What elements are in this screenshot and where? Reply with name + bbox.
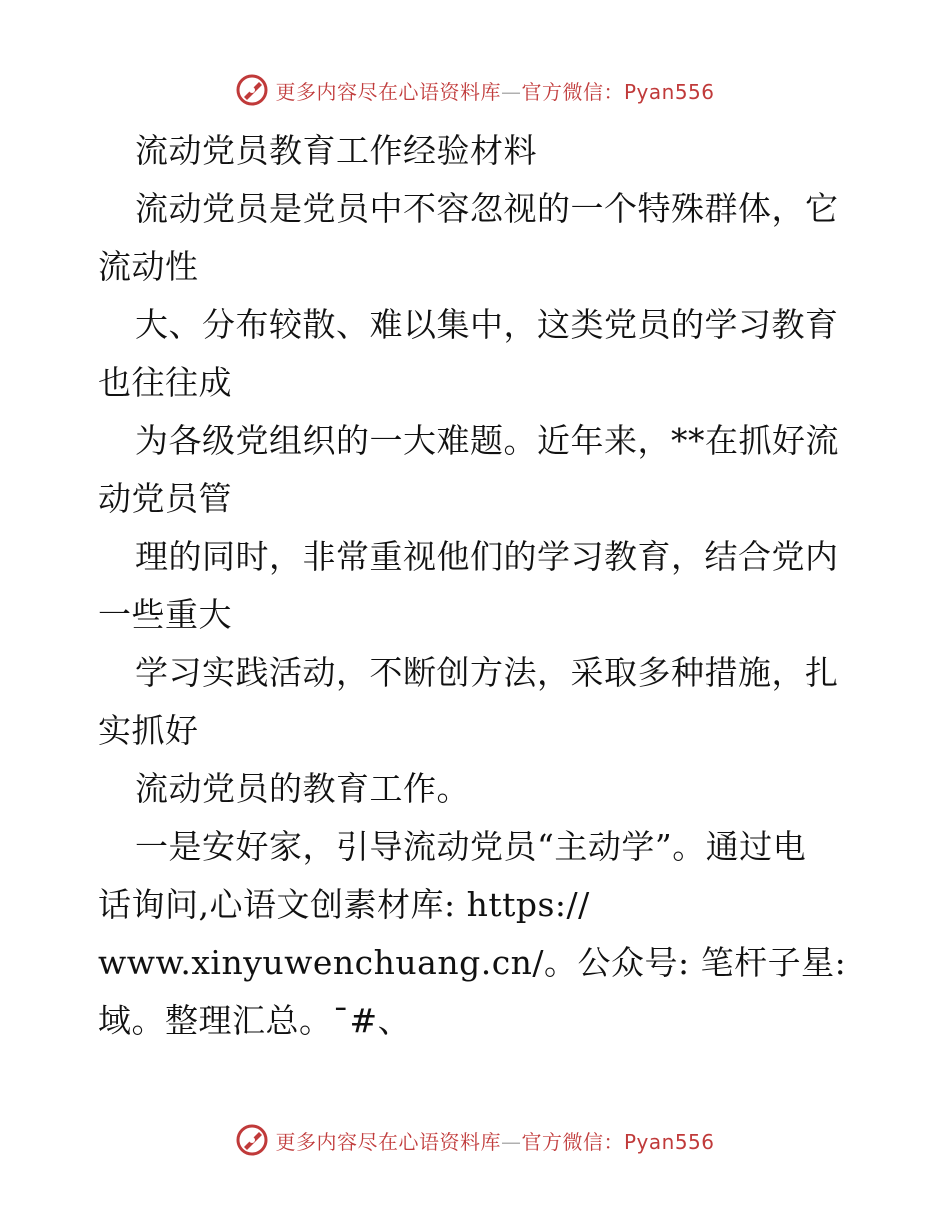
banner-wechat-id: Pyan556: [623, 1129, 715, 1154]
paragraph-line: 流动性: [98, 247, 199, 286]
pen-logo-icon: [235, 1123, 269, 1157]
banner-text: [275, 1126, 714, 1155]
paragraph-line: www.xinyuwenchuang.cn/。公众号: 笔杆子星:: [98, 943, 847, 982]
banner-text: [275, 76, 714, 105]
paragraph-line: 动党员管: [98, 479, 232, 518]
banner-separator: —: [500, 79, 522, 104]
footer-banner: [0, 1120, 950, 1160]
paragraph-line: 一些重大: [98, 595, 232, 634]
document-body: [98, 122, 858, 1050]
paragraph-line: 也往往成: [98, 363, 232, 402]
banner-site-name: 更多内容尽在心语资料库: [275, 1129, 501, 1154]
header-banner: [0, 70, 950, 110]
paragraph-line: 流动党员是党员中不容忽视的一个特殊群体，它: [135, 189, 839, 228]
pen-logo-icon: [235, 73, 269, 107]
paragraph-line: 学习实践活动，不断创方法，采取多种措施，扎: [135, 653, 839, 692]
document-title: 流动党员教育工作经验材料: [135, 131, 537, 170]
paragraph-line: 实抓好: [98, 711, 199, 750]
banner-separator: —: [500, 1129, 522, 1154]
paragraph-line: 域。整理汇总。¯#、: [98, 1001, 412, 1040]
paragraph-line: 为各级党组织的一大难题。近年来，**在抓好流: [135, 421, 839, 460]
paragraph-line: 一是安好家，引导流动党员“主动学”。通过电: [135, 827, 807, 866]
paragraph-line: 流动党员的教育工作。: [135, 769, 470, 808]
paragraph-line: 理的同时，非常重视他们的学习教育，结合党内: [135, 537, 839, 576]
banner-wechat-label: 官方微信：: [521, 79, 624, 104]
banner-wechat-id: Pyan556: [623, 79, 715, 104]
paragraph-line: 话询问,心语文创素材库: https://: [98, 885, 590, 924]
banner-wechat-label: 官方微信：: [521, 1129, 624, 1154]
banner-site-name: 更多内容尽在心语资料库: [275, 79, 501, 104]
paragraph-line: 大、分布较散、难以集中，这类党员的学习教育: [135, 305, 839, 344]
